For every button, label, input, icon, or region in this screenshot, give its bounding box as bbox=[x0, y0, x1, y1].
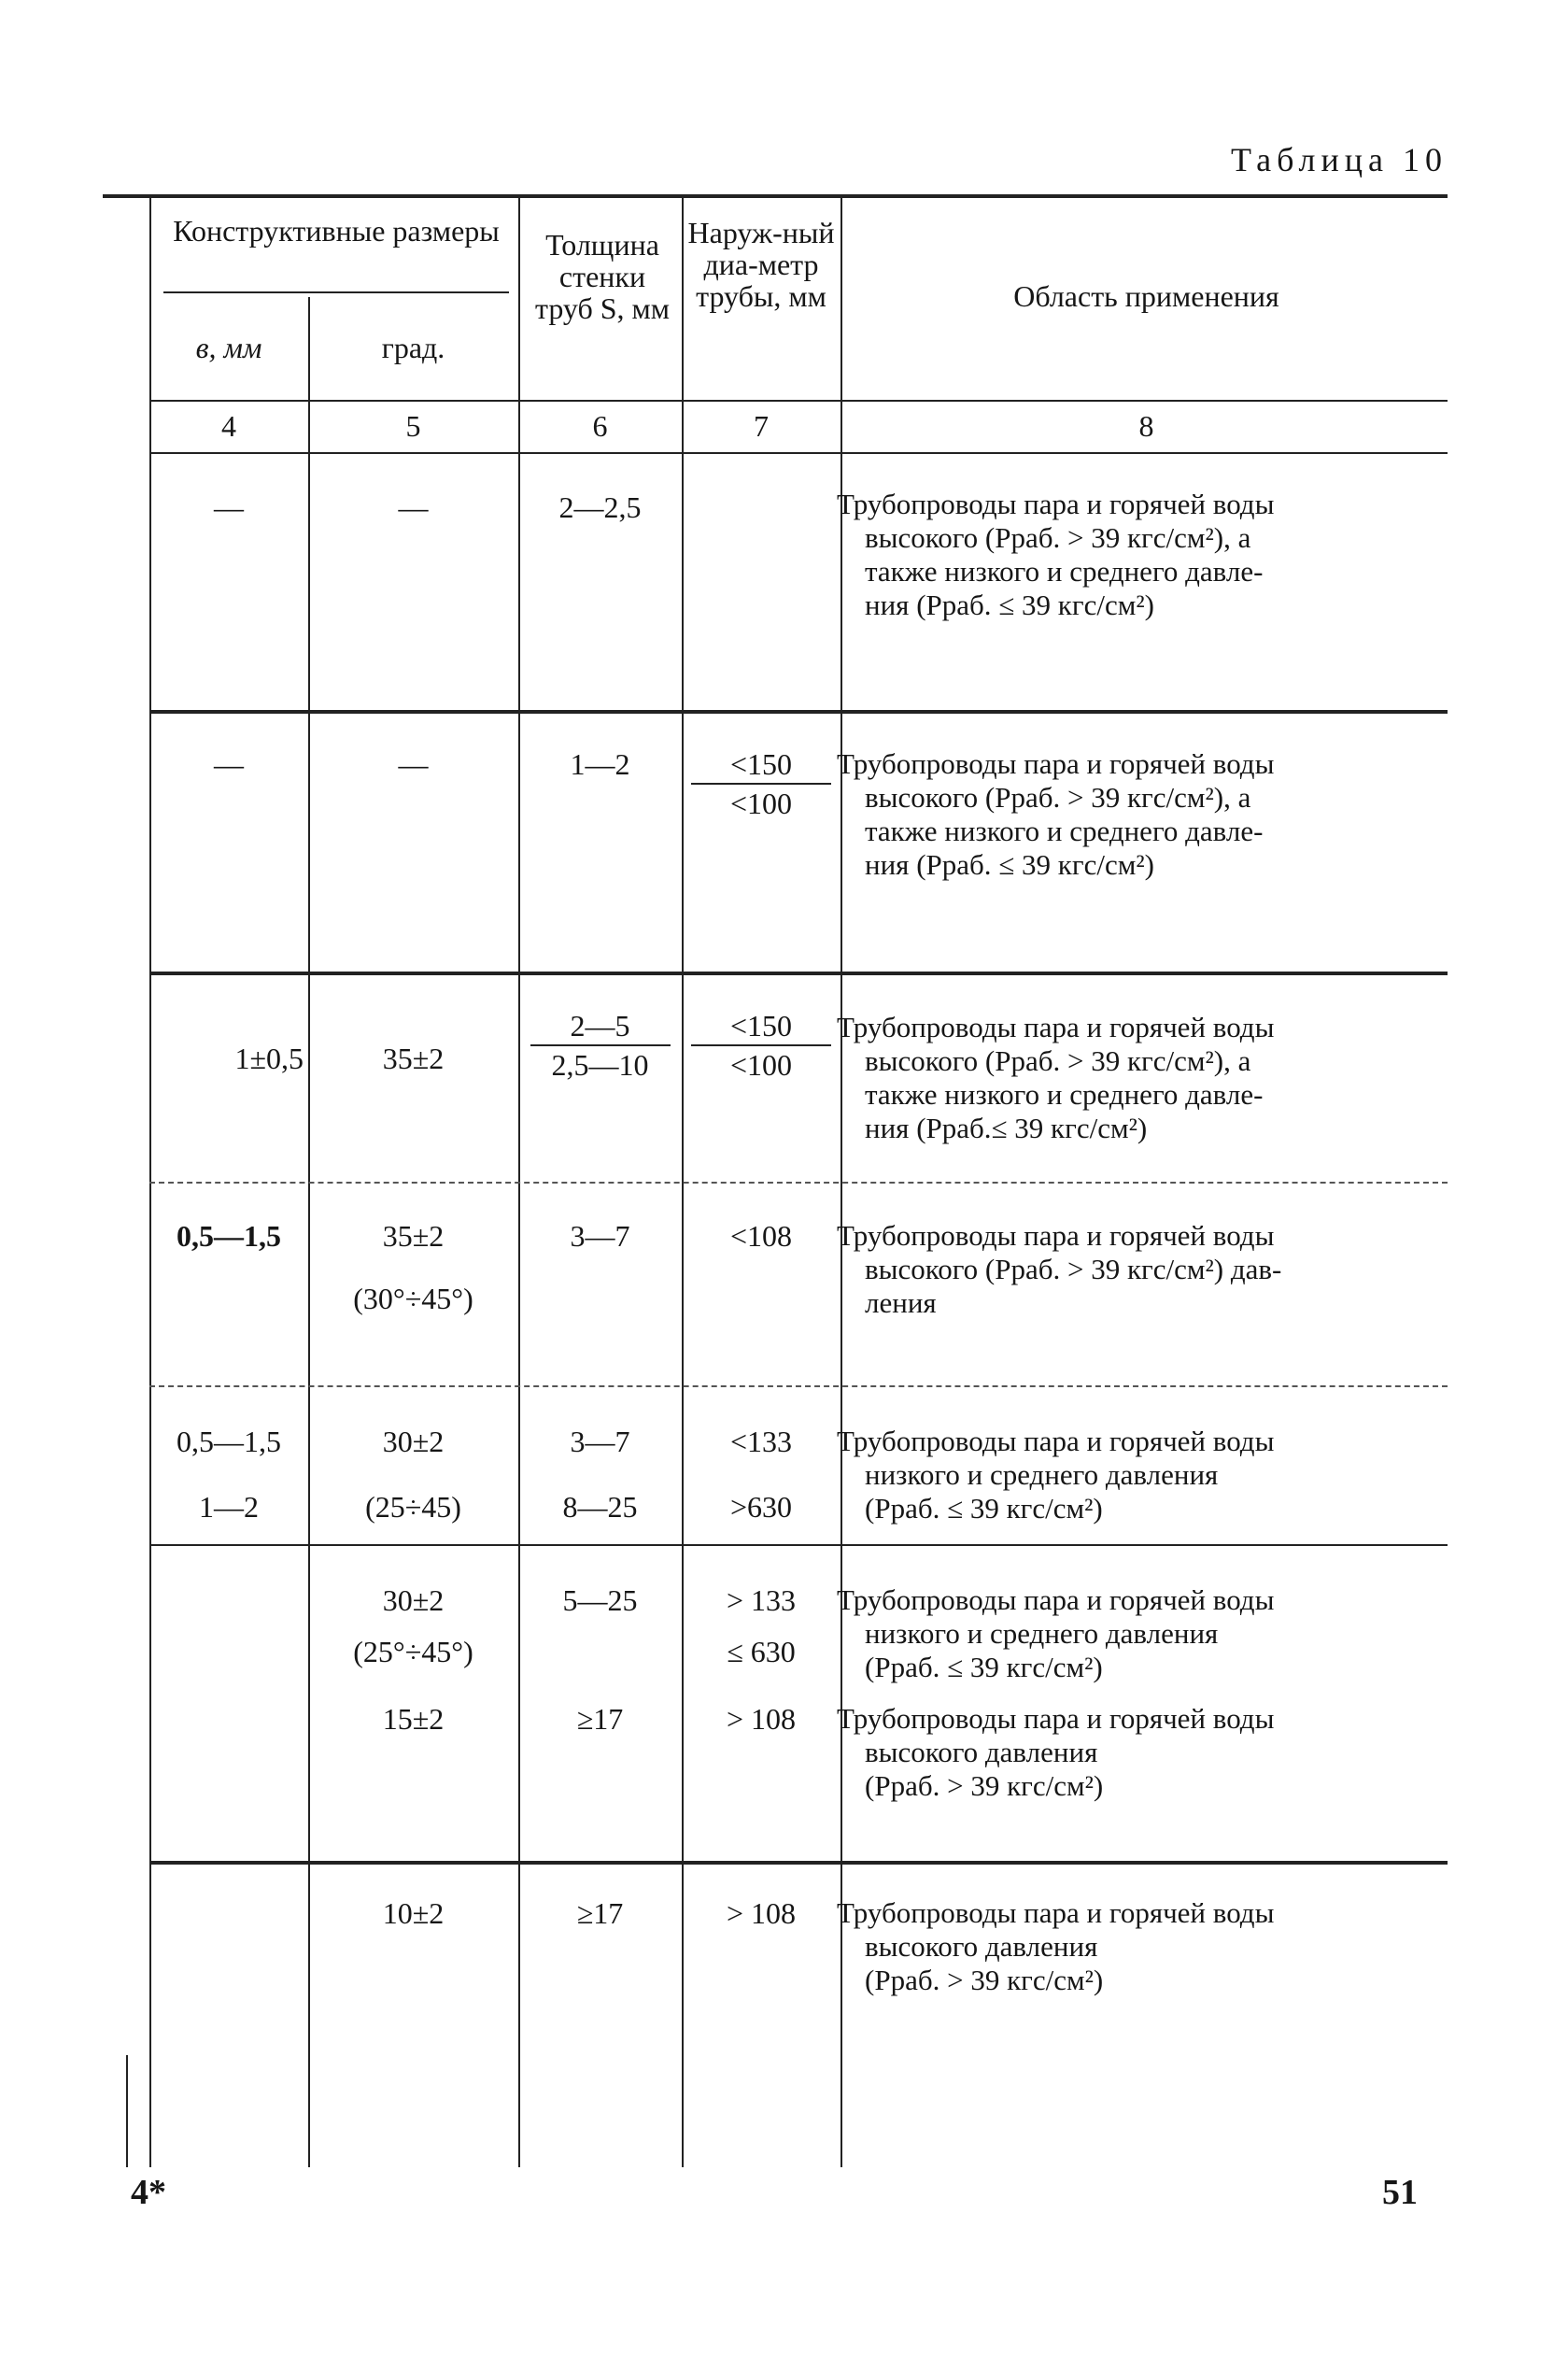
header-group-constructive: Конструктивные размеры bbox=[173, 214, 500, 248]
row5-b: 0,5—1,5 bbox=[177, 1425, 281, 1458]
row6-app-line3: (Pраб. ≤ 39 кгс/см²) bbox=[865, 1651, 1103, 1683]
row1-app-line1: Трубопроводы пара и горячей воды bbox=[837, 488, 1275, 520]
row4-diameter: <108 bbox=[729, 1219, 793, 1253]
row7-diameter: > 108 bbox=[726, 1896, 797, 1930]
row3-thickness-top: 2—5 bbox=[570, 1009, 630, 1043]
row6-thickness: 5—25 bbox=[562, 1583, 638, 1617]
row1-bottom-rule bbox=[149, 710, 1448, 714]
row5-application bbox=[837, 1425, 1444, 1525]
row5-app-line1: Трубопроводы пара и горячей воды bbox=[837, 1425, 1275, 1457]
row6-grad: 30±2 bbox=[382, 1583, 445, 1617]
row1-app-line3: также низкого и среднего давле- bbox=[865, 555, 1264, 588]
page-margin-line bbox=[126, 2055, 128, 2167]
row1-thickness: 2—2,5 bbox=[558, 490, 642, 524]
row4-grad-range: (30°÷45°) bbox=[353, 1282, 473, 1315]
row6-diameter: > 133 bbox=[726, 1583, 797, 1617]
row2-app-line1: Трубопроводы пара и горячей воды bbox=[837, 747, 1275, 780]
row2-diameter-top: <150 bbox=[729, 747, 793, 781]
page-number: 51 bbox=[1382, 2173, 1418, 2212]
row3-grad: 35±2 bbox=[382, 1042, 445, 1075]
row6-bottom-rule bbox=[149, 1861, 1448, 1865]
column-number-5: 5 bbox=[405, 409, 421, 443]
row4-thickness: 3—7 bbox=[570, 1219, 630, 1253]
row5-grad: 30±2 bbox=[382, 1425, 445, 1458]
row5-diameter: <133 bbox=[729, 1425, 793, 1458]
row4-grad: 35±2 bbox=[382, 1219, 445, 1253]
row4-app-line2: высокого (Pраб. > 39 кгс/см²) дав- bbox=[865, 1253, 1282, 1285]
row4-application bbox=[837, 1219, 1444, 1320]
row2-app-line3: также низкого и среднего давле- bbox=[865, 815, 1264, 847]
row4-bottom-rule bbox=[149, 1385, 1448, 1387]
col-divider-4-5 bbox=[308, 297, 310, 2167]
row7-application bbox=[837, 1896, 1444, 1997]
table-top-rule bbox=[103, 194, 1448, 198]
row5-bottom-rule bbox=[149, 1544, 1448, 1546]
column-number-4: 4 bbox=[221, 409, 236, 443]
row5-app-line3: (Pраб. ≤ 39 кгс/см²) bbox=[865, 1492, 1103, 1525]
row6-app-line2: низкого и среднего давления bbox=[865, 1617, 1219, 1650]
row7-app-line1: Трубопроводы пара и горячей воды bbox=[837, 1896, 1275, 1929]
row6-diameter-2: ≤ 630 bbox=[727, 1635, 796, 1668]
row5-diameter-2: >630 bbox=[729, 1490, 793, 1524]
footer-signature-mark: 4* bbox=[131, 2173, 166, 2212]
row6-grad-range: (25°÷45°) bbox=[353, 1635, 473, 1668]
row3-app-line3: также низкого и среднего давле- bbox=[865, 1078, 1264, 1111]
row6-thickness-3: ≥17 bbox=[576, 1702, 624, 1736]
row7-thickness: ≥17 bbox=[576, 1896, 624, 1930]
row2-app-line4: ния (Pраб. ≤ 39 кгс/см²) bbox=[865, 848, 1154, 881]
row7-app-line2: высокого давления bbox=[865, 1930, 1098, 1963]
row3-b: 1±0,5 bbox=[234, 1042, 304, 1075]
row4-app-line3: ления bbox=[865, 1286, 937, 1319]
row6-application-2 bbox=[837, 1702, 1444, 1803]
row4-app-line1: Трубопроводы пара и горячей воды bbox=[837, 1219, 1275, 1252]
fraction-bar bbox=[530, 1044, 671, 1046]
row1-grad: — bbox=[398, 490, 429, 524]
header-col-application: Область применения bbox=[1013, 279, 1279, 313]
row2-application bbox=[837, 747, 1444, 882]
row3-app-line4: ния (Pраб.≤ 39 кгс/см²) bbox=[865, 1112, 1148, 1144]
header-group-underline bbox=[163, 291, 509, 293]
header-number-top-rule bbox=[149, 400, 1448, 402]
row2-bottom-rule bbox=[149, 972, 1448, 975]
row3-diameter-fraction bbox=[686, 1009, 836, 1082]
row5-thickness: 3—7 bbox=[570, 1425, 630, 1458]
row1-b: — bbox=[214, 490, 244, 524]
row3-thickness-bottom: 2,5—10 bbox=[551, 1048, 649, 1082]
row3-diameter-top: <150 bbox=[729, 1009, 793, 1043]
row2-grad: — bbox=[398, 747, 429, 781]
row3-diameter-bottom: <100 bbox=[729, 1048, 793, 1082]
row2-diameter-fraction bbox=[686, 747, 836, 820]
row5-b-2: 1—2 bbox=[199, 1490, 259, 1524]
row1-app-line2: высокого (Pраб. > 39 кгс/см²), а bbox=[865, 521, 1251, 554]
row5-app-line2: низкого и среднего давления bbox=[865, 1458, 1219, 1491]
header-col-thickness: Толщина стенки труб S, мм bbox=[534, 228, 671, 325]
row7-grad: 10±2 bbox=[382, 1896, 445, 1930]
row2-b: — bbox=[214, 747, 244, 781]
row5-grad-range: (25÷45) bbox=[365, 1490, 461, 1524]
row3-application bbox=[837, 1011, 1444, 1145]
row6-diameter-3: > 108 bbox=[726, 1702, 797, 1736]
row3-app-line1: Трубопроводы пара и горячей воды bbox=[837, 1011, 1275, 1043]
row6-app-line1: Трубопроводы пара и горячей воды bbox=[837, 1583, 1275, 1616]
row6-grad-3: 15±2 bbox=[382, 1702, 445, 1736]
header-number-bottom-rule bbox=[149, 452, 1448, 454]
row2-diameter-bottom: <100 bbox=[729, 787, 793, 820]
row3-app-line2: высокого (Pраб. > 39 кгс/см²), а bbox=[865, 1044, 1251, 1077]
column-number-8: 8 bbox=[1138, 409, 1154, 443]
table-title: Таблица 10 bbox=[1231, 141, 1448, 178]
row6-application bbox=[837, 1583, 1444, 1684]
row6-app2-line1: Трубопроводы пара и горячей воды bbox=[837, 1702, 1275, 1735]
row2-app-line2: высокого (Pраб. > 39 кгс/см²), а bbox=[865, 781, 1251, 814]
row6-app2-line3: (Pраб. > 39 кгс/см²) bbox=[865, 1769, 1104, 1802]
column-number-6: 6 bbox=[592, 409, 608, 443]
row3-bottom-rule bbox=[149, 1182, 1448, 1184]
row4-b: 0,5—1,5 bbox=[177, 1219, 281, 1253]
header-col-diameter: Наруж-ный диа-метр трубы, мм bbox=[687, 216, 835, 313]
row5-thickness-2: 8—25 bbox=[562, 1490, 638, 1524]
row3-thickness-fraction bbox=[523, 1009, 677, 1082]
header-col-grad: град. bbox=[381, 331, 445, 364]
row1-application bbox=[837, 488, 1444, 622]
row6-app2-line2: высокого давления bbox=[865, 1736, 1098, 1768]
column-number-7: 7 bbox=[754, 409, 769, 443]
fraction-bar bbox=[691, 1044, 831, 1046]
row1-app-line4: ния (Pраб. ≤ 39 кгс/см²) bbox=[865, 589, 1154, 621]
header-col-b: в, мм bbox=[195, 331, 262, 364]
fraction-bar bbox=[691, 783, 831, 785]
row7-app-line3: (Pраб. > 39 кгс/см²) bbox=[865, 1964, 1104, 1996]
row2-thickness: 1—2 bbox=[570, 747, 630, 781]
